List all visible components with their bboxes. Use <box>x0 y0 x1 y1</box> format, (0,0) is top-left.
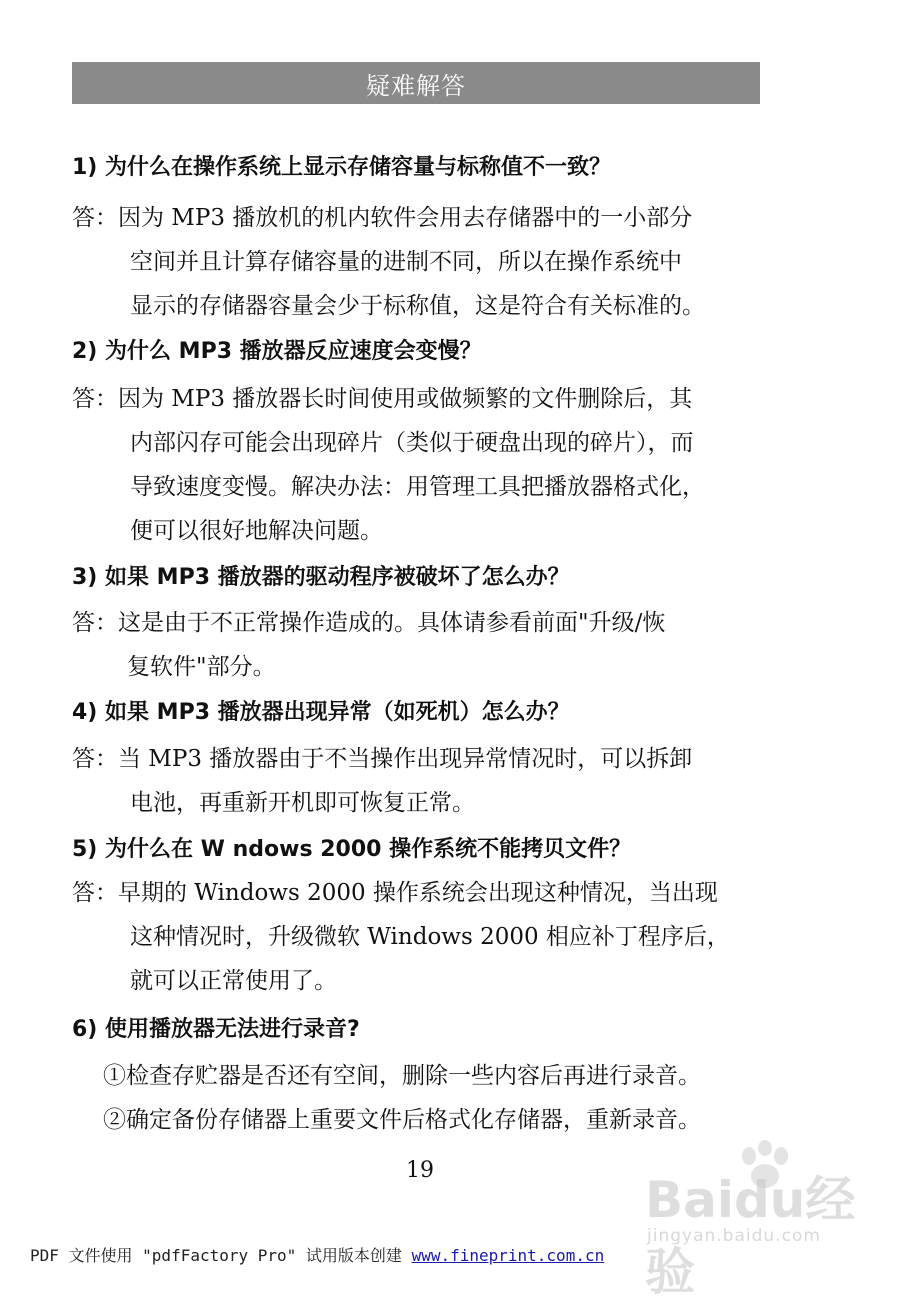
answer-5-line-1: 答：早期的 Windows 2000 操作系统会出现这种情况，当出现 <box>72 880 718 906</box>
question-5: 5) 为什么在 W ndows 2000 操作系统不能拷贝文件？ <box>72 837 632 862</box>
step-2: ②确定备份存储器上重要文件后格式化存储器，重新录音。 <box>103 1107 701 1133</box>
answer-2-line-3: 导致速度变慢。解决办法：用管理工具把播放器格式化， <box>130 474 705 500</box>
answer-2-line-1: 答：因为 MP3 播放器长时间使用或做频繁的文件删除后，其 <box>72 386 693 412</box>
baidu-watermark <box>645 1140 885 1301</box>
watermark-url: jingyan.baidu.com <box>647 1226 821 1246</box>
answer-2-line-2: 内部闪存可能会出现碎片（类似于硬盘出现的碎片），而 <box>130 430 694 456</box>
question-1: 1) 为什么在操作系统上显示存储容量与标称值不一致？ <box>72 155 612 180</box>
question-3: 3) 如果 MP3 播放器的驱动程序被破坏了怎么办？ <box>72 565 570 590</box>
answer-3-line-2: 复软件"部分。 <box>127 654 276 680</box>
answer-3-line-1: 答：这是由于不正常操作造成的。具体请参看前面"升级/恢 <box>72 610 666 636</box>
answer-5-line-2: 这种情况时，升级微软 Windows 2000 相应补丁程序后， <box>130 924 730 950</box>
step-1: ①检查存贮器是否还有空间，删除一些内容后再进行录音。 <box>103 1063 701 1089</box>
answer-4-line-2: 电池，再重新开机即可恢复正常。 <box>130 790 475 816</box>
question-2: 2) 为什么 MP3 播放器反应速度会变慢？ <box>72 339 482 364</box>
page-number: 19 <box>406 1158 434 1183</box>
footer <box>30 1243 604 1266</box>
answer-1-line-2: 空间并且计算存储容量的进制不同，所以在操作系统中 <box>130 249 682 275</box>
answer-2-line-4: 便可以很好地解决问题。 <box>130 518 383 544</box>
answer-4-line-1: 答：当 MP3 播放器由于不当操作出现异常情况时，可以拆卸 <box>72 746 693 772</box>
question-6: 6) 使用播放器无法进行录音? <box>72 1017 360 1042</box>
footer-text: PDF 文件使用 "pdfFactory Pro" 试用版本创建 <box>30 1246 412 1265</box>
answer-1-line-3: 显示的存储器容量会少于标称值，这是符合有关标准的。 <box>130 293 705 319</box>
watermark-logo: Baidu经验 <box>645 1171 856 1301</box>
section-title: 疑难解答 <box>72 62 760 104</box>
footer-link[interactable]: www.fineprint.com.cn <box>411 1246 605 1265</box>
answer-1-line-1: 答：因为 MP3 播放机的机内软件会用去存储器中的一小部分 <box>72 205 693 231</box>
question-4: 4) 如果 MP3 播放器出现异常（如死机）怎么办？ <box>72 700 570 725</box>
answer-5-line-3: 就可以正常使用了。 <box>130 968 337 994</box>
